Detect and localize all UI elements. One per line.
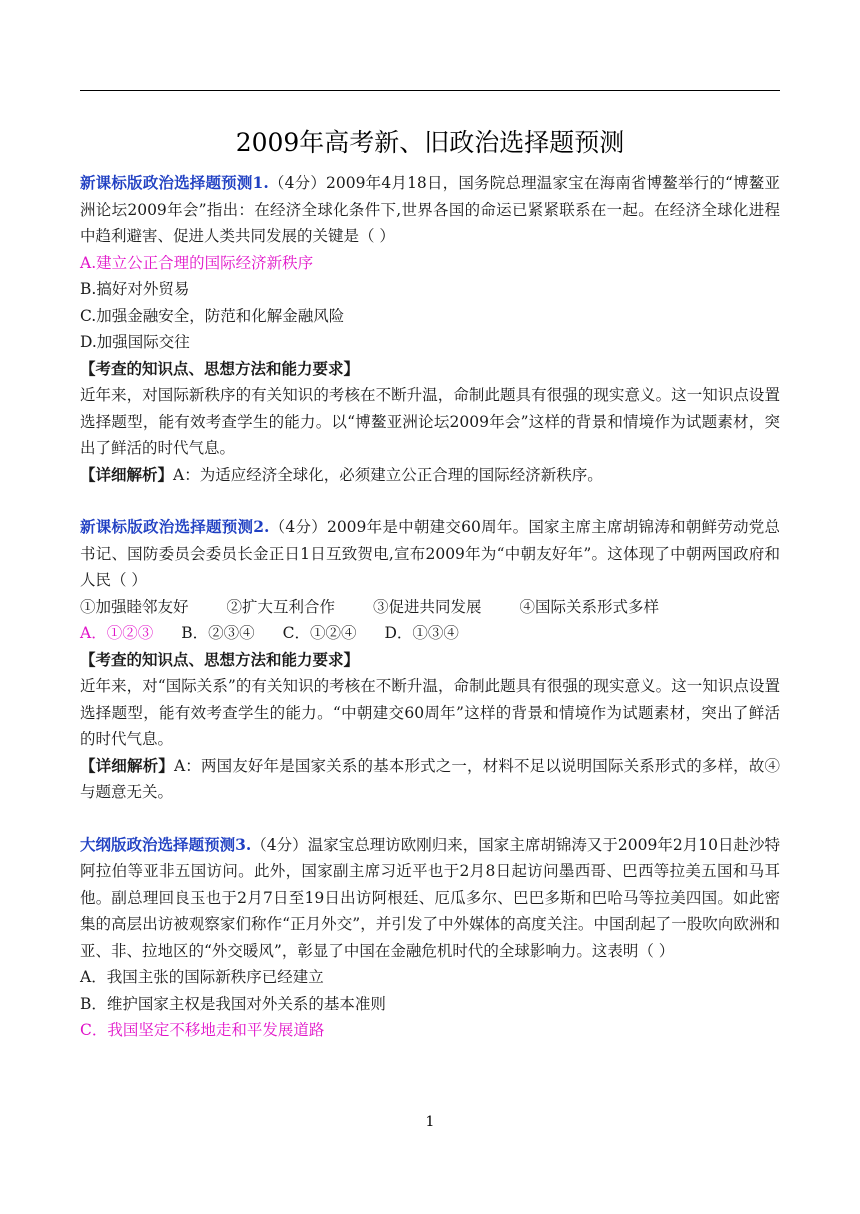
choice-c: C．①②④: [282, 624, 357, 642]
question-3-text: （4分）温家宝总理访欧刚归来，国家主席胡锦涛又于2009年2月10日赴沙特阿拉伯等亚非五国访问。此外，国家副主席习近平也于2月8日起访问墨西哥、巴西等拉美五国和马耳他。副总理回良玉也于2月7日至19日出访阿根廷、厄瓜多尔、巴巴多斯和巴哈马等拉美四国。如此密集的高层出访被观察家们称作“正月外交”，并引发了中外媒体的高度关注。中国刮起了一股吹向欧洲和亚、非、拉地区的“外交暖风”，彰显了中国在金融危机时代的全球影响力。这表明（ ）: [80, 835, 780, 960]
question-1-option-a: A.建立公正合理的国际经济新秩序: [80, 253, 314, 272]
statement-2: ②扩大互利合作: [226, 597, 336, 616]
question-2-stem: [80, 514, 780, 594]
statement-4: ④国际关系形式多样: [519, 597, 660, 616]
question-1-explain-text: A：为适应经济全球化，必须建立公正合理的国际经济新秩序。: [173, 465, 603, 484]
question-2-text: （4分）2009年是中朝建交60周年。国家主席主席胡锦涛和朝鲜劳动党总书记、国防委员会委员长金正日1日互致贺电,宣布2009年为“中朝友好年”。这体现了中朝两国政府和人民（ ）: [80, 518, 780, 589]
choice-a: A．①②③: [80, 624, 154, 642]
question-2-explain-heading: 【详细解析】: [80, 755, 174, 775]
page-title: 2009年高考新、旧政治选择题预测: [235, 128, 625, 157]
question-3-stem: [80, 832, 780, 965]
question-1-option-b: B.搞好对外贸易: [80, 280, 190, 298]
question-2-choices: [80, 620, 780, 647]
question-3-label: 大纲版政治选择题预测3.: [80, 834, 252, 854]
question-2-statements: [80, 594, 780, 621]
header-rule: [80, 90, 780, 91]
spacer: [80, 488, 780, 514]
question-1-explain-heading: 【详细解析】: [80, 464, 174, 484]
question-3-option-a: A．我国主张的国际新秩序已经建立: [80, 968, 324, 986]
page-number: 1: [425, 1114, 435, 1130]
choice-b: B．②③④: [181, 624, 255, 642]
question-1-analysis: 近年来，对国际新秩序的有关知识的考核在不断升温，命制此题具有很强的现实意义。这一知识点设置选择题型，能有效考查学生的能力。以“博鳌亚洲论坛2009年会”这样的背景和情境作为试题素材，突出了鲜活的时代气息。: [80, 386, 780, 457]
question-1-explanation: [80, 462, 780, 489]
question-1-section-heading: 【考查的知识点、思想方法和能力要求】: [80, 358, 360, 378]
question-1-option-d: D.加强国际交往: [80, 333, 190, 351]
choice-d: D．①③④: [384, 624, 459, 642]
question-3-option-c: C．我国坚定不移地走和平发展道路: [80, 1021, 325, 1039]
question-2-analysis: 近年来，对“国际关系”的有关知识的考核在不断升温，命制此题具有很强的现实意义。这一知识点设置选择题型，能有效考查学生的能力。“中朝建交60周年”这样的背景和情境作为试题素材，突出了鲜活的时代气息。: [80, 677, 780, 748]
question-3-option-b: B．维护国家主权是我国对外关系的基本准则: [80, 994, 386, 1013]
question-2-explain-text: A：两国友好年是国家关系的基本形式之一，材料不足以说明国际关系形式的多样，故④与题意无关。: [80, 756, 780, 801]
question-2-section-heading: 【考查的知识点、思想方法和能力要求】: [80, 649, 360, 669]
question-1-label: 新课标版政治选择题预测1.: [80, 173, 269, 192]
statement-1: ①加强睦邻友好: [80, 597, 189, 616]
question-1-stem: [80, 170, 780, 250]
question-1-text: （4分）2009年4月18日，国务院总理温家宝在海南省博鳌举行的“博鳌亚洲论坛2009年会”指出：在经济全球化条件下,世界各国的命运已紧紧联系在一起。在经济全球化进程中趋利避害、促进人类共同发展的关键是（ ）: [80, 174, 780, 245]
question-1-option-c: C.加强金融安全，防范和化解金融风险: [80, 306, 345, 325]
document-body: [80, 170, 780, 1044]
statement-3: ③促进共同发展: [373, 597, 482, 616]
spacer: [80, 806, 780, 832]
question-2-explanation: [80, 753, 780, 806]
question-2-label: 新课标版政治选择题预测2.: [80, 517, 270, 536]
